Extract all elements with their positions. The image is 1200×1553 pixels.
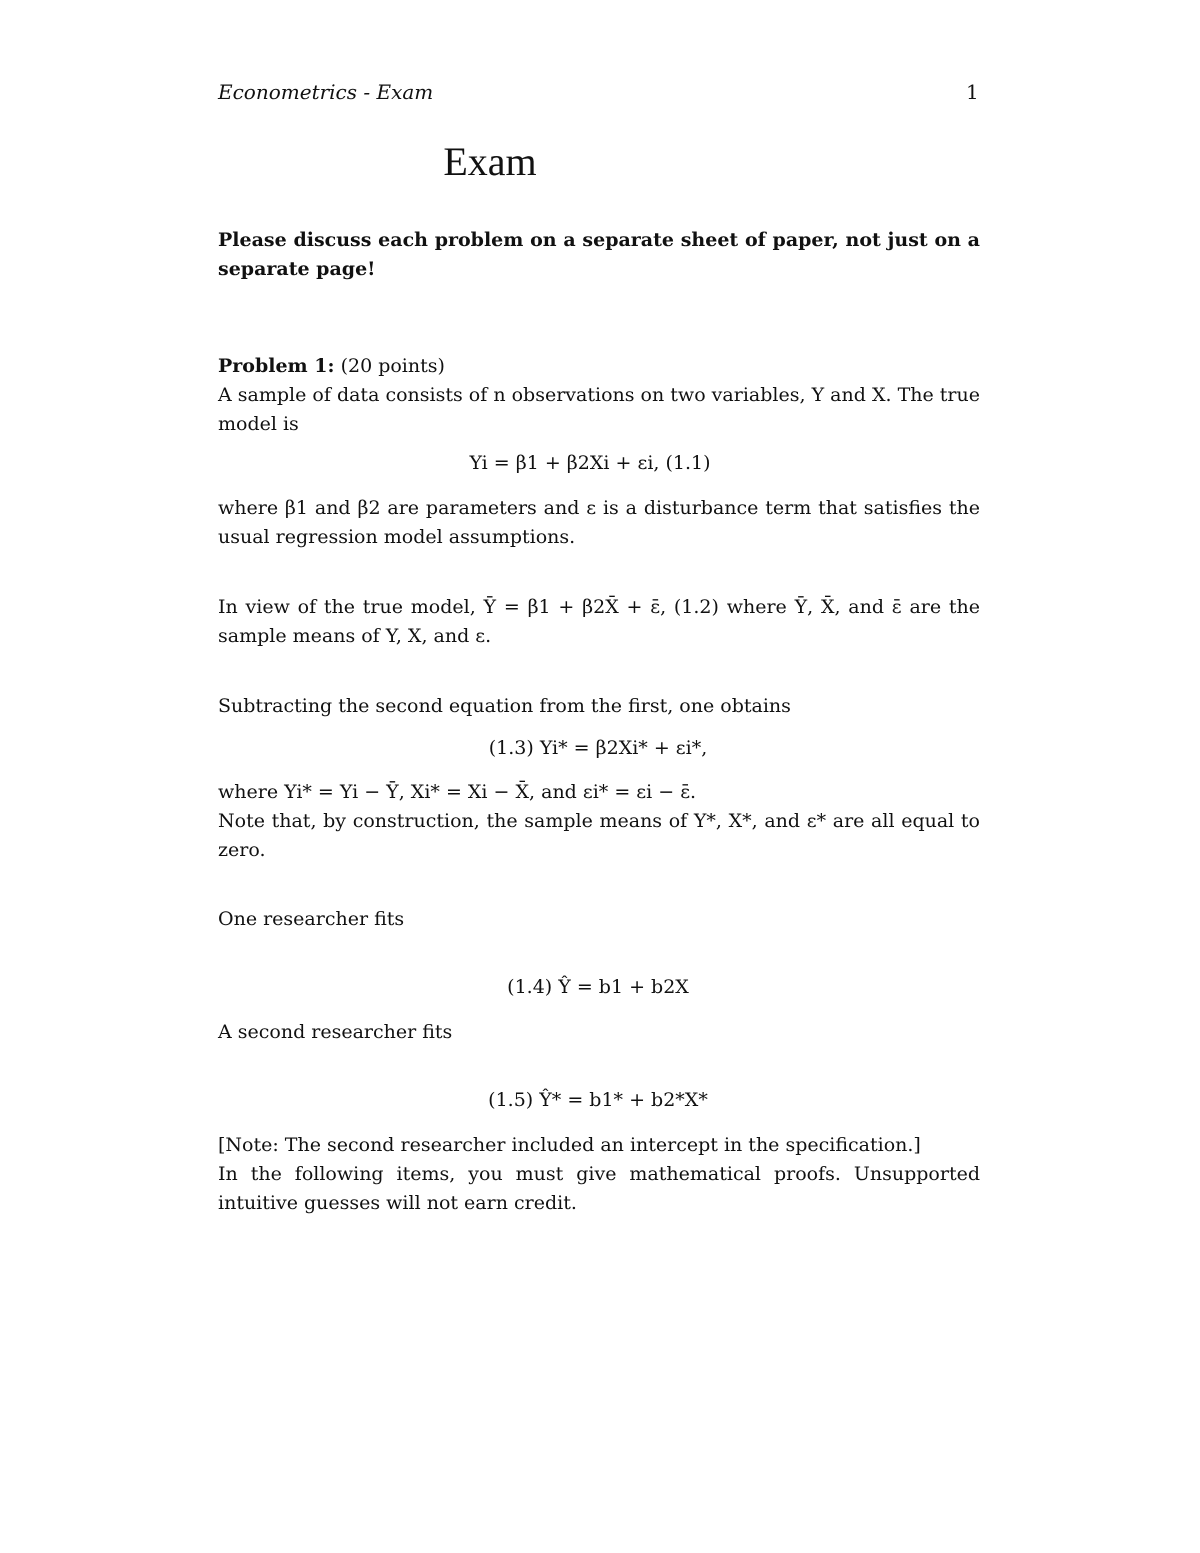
subtraction-text: Subtracting the second equation from the first, one obtains [218,695,791,717]
zero-means-note: Note that, by construction, the sample means of Y*, X*, and ε* are all equal to zero. [218,810,980,861]
deviation-definitions: where Yi* = Yi − Ȳ, Xi* = Xi − X̄, and εi* = εi − ε̄. [218,781,697,803]
equation-1-4: (1.4) Ŷ = b1 + b2X [507,976,689,998]
problem-1-heading: Problem 1: [218,355,335,377]
page-number: 1 [966,80,979,104]
problem-1-heading-line [218,352,980,381]
proof-requirement-note: In the following items, you must give mathematical proofs. Unsupported intuitive guesses will not earn credit. [218,1163,980,1214]
equation-1-3: (1.3) Yi* = β2Xi* + εi*, [488,737,708,759]
running-header: Econometrics - Exam [218,80,434,104]
problem-1-intro: A sample of data consists of n observations on two variables, Y and X. The true model is [218,384,980,435]
researcher-2-text: A second researcher fits [218,1021,453,1043]
problem-1-points: (20 points) [340,355,445,377]
page-title: Exam [443,139,537,184]
instruction-text: Please discuss each problem on a separate sheet of paper, not just on a separate page! [218,229,980,280]
intercept-note: [Note: The second researcher included an intercept in the specification.] [218,1134,921,1156]
model-assumptions-text: where β1 and β2 are parameters and ε is a disturbance term that satisfies the usual regression model assumptions. [218,497,980,548]
equation-1-1: Yi = β1 + β2Xi + εi, (1.1) [469,452,711,474]
equation-1-5: (1.5) Ŷ* = b1* + b2*X* [488,1089,708,1111]
sample-means-paragraph: In view of the true model, Ȳ = β1 + β2X̄ + ε̄, (1.2) where Ȳ, X̄, and ε̄ are the sample means of Y, X, and ε. [218,596,980,647]
researcher-1-text: One researcher fits [218,908,405,930]
